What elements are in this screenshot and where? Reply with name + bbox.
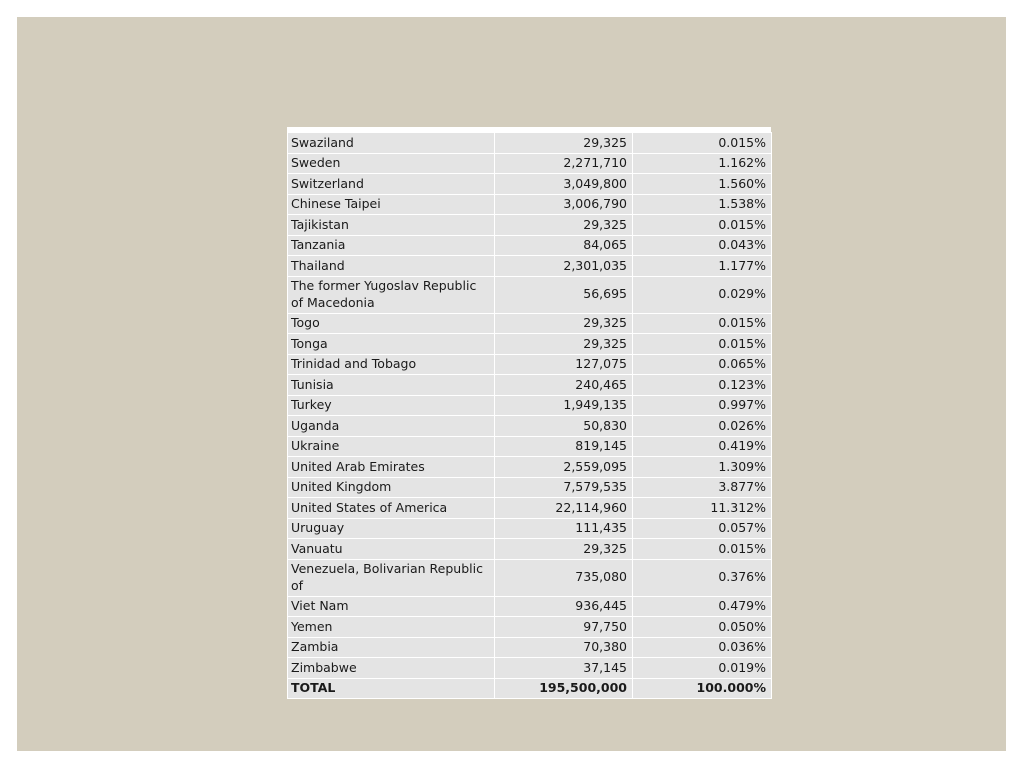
amount-cell: 1,949,135 (495, 395, 633, 416)
amount-cell: 37,145 (495, 658, 633, 679)
share-cell: 0.050% (633, 617, 772, 638)
table-row (288, 276, 772, 313)
table-row (288, 596, 772, 617)
country-cell: Zimbabwe (288, 658, 495, 679)
country-cell: United Arab Emirates (288, 457, 495, 478)
amount-cell: 29,325 (495, 539, 633, 560)
share-cell: 100.000% (633, 678, 772, 699)
table-row (288, 153, 772, 174)
share-cell: 3.877% (633, 477, 772, 498)
country-cell: Togo (288, 313, 495, 334)
share-cell: 0.019% (633, 658, 772, 679)
amount-cell: 2,559,095 (495, 457, 633, 478)
share-cell: 0.065% (633, 354, 772, 375)
country-cell: Vanuatu (288, 539, 495, 560)
share-cell: 0.123% (633, 375, 772, 396)
table-row (288, 194, 772, 215)
amount-cell: 2,301,035 (495, 256, 633, 277)
table-row (288, 395, 772, 416)
contributions-table (287, 127, 771, 699)
country-cell: Venezuela, Bolivarian Republic of (288, 559, 495, 596)
share-cell: 0.376% (633, 559, 772, 596)
amount-cell: 819,145 (495, 436, 633, 457)
share-cell: 1.177% (633, 256, 772, 277)
table-row (288, 174, 772, 195)
country-cell: Tonga (288, 334, 495, 355)
share-cell: 1.162% (633, 153, 772, 174)
table-row (288, 215, 772, 236)
amount-cell: 735,080 (495, 559, 633, 596)
amount-cell: 111,435 (495, 518, 633, 539)
table-row (288, 354, 772, 375)
share-cell: 0.015% (633, 133, 772, 154)
table-row (288, 235, 772, 256)
table-body (288, 133, 772, 699)
country-cell: Zambia (288, 637, 495, 658)
amount-cell: 936,445 (495, 596, 633, 617)
country-cell: Trinidad and Tobago (288, 354, 495, 375)
amount-cell: 7,579,535 (495, 477, 633, 498)
share-cell: 0.057% (633, 518, 772, 539)
country-cell: Uruguay (288, 518, 495, 539)
amount-cell: 3,049,800 (495, 174, 633, 195)
table-row (288, 617, 772, 638)
amount-cell: 195,500,000 (495, 678, 633, 699)
country-cell: Swaziland (288, 133, 495, 154)
share-cell: 0.043% (633, 235, 772, 256)
amount-cell: 2,271,710 (495, 153, 633, 174)
total-row (288, 678, 772, 699)
share-cell: 0.015% (633, 539, 772, 560)
amount-cell: 50,830 (495, 416, 633, 437)
country-cell: Yemen (288, 617, 495, 638)
share-cell: 0.015% (633, 334, 772, 355)
data-table (287, 132, 772, 699)
slide-background (17, 17, 1006, 751)
country-cell: Switzerland (288, 174, 495, 195)
country-cell: Turkey (288, 395, 495, 416)
amount-cell: 3,006,790 (495, 194, 633, 215)
country-cell: TOTAL (288, 678, 495, 699)
share-cell: 0.997% (633, 395, 772, 416)
table-row (288, 334, 772, 355)
amount-cell: 240,465 (495, 375, 633, 396)
amount-cell: 22,114,960 (495, 498, 633, 519)
table-row (288, 416, 772, 437)
country-cell: Ukraine (288, 436, 495, 457)
share-cell: 1.309% (633, 457, 772, 478)
table-row (288, 375, 772, 396)
country-cell: Uganda (288, 416, 495, 437)
table-row (288, 637, 772, 658)
country-cell: Viet Nam (288, 596, 495, 617)
share-cell: 0.015% (633, 313, 772, 334)
amount-cell: 29,325 (495, 215, 633, 236)
share-cell: 0.036% (633, 637, 772, 658)
table-row (288, 256, 772, 277)
amount-cell: 127,075 (495, 354, 633, 375)
amount-cell: 29,325 (495, 133, 633, 154)
country-cell: Tajikistan (288, 215, 495, 236)
amount-cell: 97,750 (495, 617, 633, 638)
country-cell: Tanzania (288, 235, 495, 256)
country-cell: Sweden (288, 153, 495, 174)
country-cell: The former Yugoslav Republic of Macedonia (288, 276, 495, 313)
table-row (288, 133, 772, 154)
table-row (288, 313, 772, 334)
country-cell: Thailand (288, 256, 495, 277)
table-row (288, 498, 772, 519)
amount-cell: 70,380 (495, 637, 633, 658)
share-cell: 0.029% (633, 276, 772, 313)
table-row (288, 436, 772, 457)
share-cell: 1.560% (633, 174, 772, 195)
table-row (288, 457, 772, 478)
amount-cell: 56,695 (495, 276, 633, 313)
table-row (288, 559, 772, 596)
country-cell: United States of America (288, 498, 495, 519)
country-cell: United Kingdom (288, 477, 495, 498)
amount-cell: 29,325 (495, 334, 633, 355)
amount-cell: 84,065 (495, 235, 633, 256)
share-cell: 0.479% (633, 596, 772, 617)
share-cell: 1.538% (633, 194, 772, 215)
share-cell: 0.015% (633, 215, 772, 236)
table-row (288, 658, 772, 679)
share-cell: 11.312% (633, 498, 772, 519)
amount-cell: 29,325 (495, 313, 633, 334)
share-cell: 0.419% (633, 436, 772, 457)
table-row (288, 477, 772, 498)
table-row (288, 539, 772, 560)
share-cell: 0.026% (633, 416, 772, 437)
country-cell: Chinese Taipei (288, 194, 495, 215)
table-row (288, 518, 772, 539)
country-cell: Tunisia (288, 375, 495, 396)
